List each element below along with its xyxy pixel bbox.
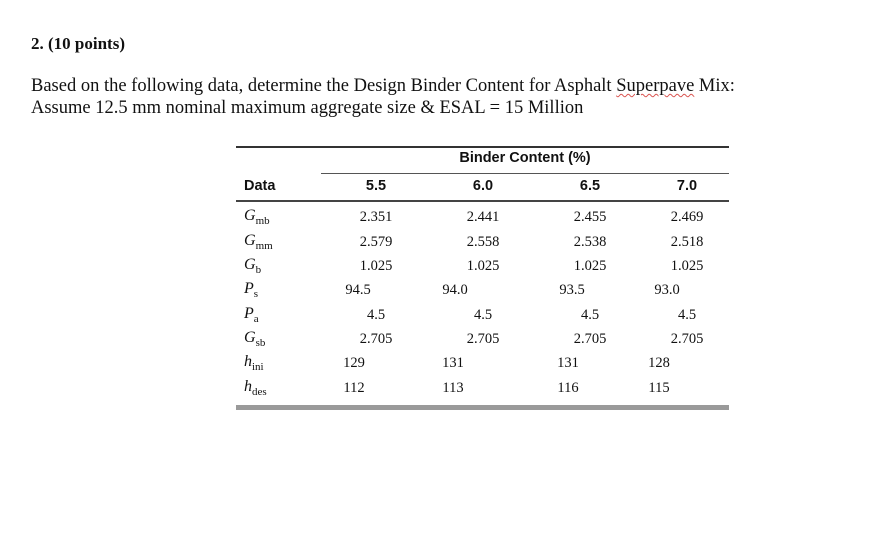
row-symbol: G (244, 329, 256, 346)
table-cell: 113 (442, 380, 464, 396)
binder-column-header: 5.5 (365, 178, 387, 194)
table-cell: 4.5 (366, 307, 386, 323)
row-subscript: s (253, 288, 259, 301)
row-subscript: a (253, 313, 259, 326)
row-subscript: b (255, 264, 262, 277)
table-cell: 131 (442, 355, 464, 371)
table-cell: 94.0 (442, 282, 468, 298)
data-column-header: Data (244, 178, 276, 194)
binder-column-header: 7.0 (676, 178, 698, 194)
table-cell: 1.025 (466, 258, 500, 274)
row-symbol: P (244, 280, 254, 297)
row-label (244, 207, 270, 227)
prompt-line-1-start: Based on the following data, determine the Design Binder Content for Asphalt (31, 76, 617, 96)
row-symbol: h (244, 353, 252, 370)
row-subscript: mm (255, 240, 273, 253)
binder-content-table (236, 146, 729, 412)
table-cell: 112 (343, 380, 365, 396)
table-cell: 116 (557, 380, 579, 396)
row-symbol: G (244, 207, 256, 224)
table-cell: 115 (648, 380, 670, 396)
row-subscript: ini (252, 361, 264, 374)
table-cell: 1.025 (573, 258, 607, 274)
row-symbol: G (244, 232, 256, 249)
row-symbol: G (244, 256, 256, 273)
question-prompt (31, 75, 861, 119)
row-label (244, 256, 261, 276)
table-cell: 2.705 (670, 331, 704, 347)
table-bottom-rule (236, 405, 729, 410)
row-symbol: P (244, 305, 254, 322)
table-cell: 4.5 (677, 307, 697, 323)
row-label (244, 232, 273, 252)
table-cell: 2.469 (670, 209, 704, 225)
table-cell: 4.5 (580, 307, 600, 323)
table-cell: 2.455 (573, 209, 607, 225)
row-label (244, 353, 264, 373)
prompt-line-1 (31, 75, 861, 97)
table-cell: 129 (343, 355, 365, 371)
table-cell: 2.538 (573, 234, 607, 250)
table-cell: 1.025 (359, 258, 393, 274)
row-label (244, 329, 265, 349)
spellcheck-flagged-word: Superpave (616, 76, 695, 96)
table-cell: 93.0 (654, 282, 680, 298)
row-subscript: sb (255, 337, 266, 350)
table-cell: 94.5 (345, 282, 371, 298)
table-cell: 2.351 (359, 209, 393, 225)
row-label (244, 378, 267, 398)
table-cell: 2.705 (573, 331, 607, 347)
table-cell: 128 (648, 355, 670, 371)
table-cell: 2.705 (466, 331, 500, 347)
row-label (244, 305, 259, 325)
row-subscript: des (252, 386, 267, 399)
table-cell: 2.558 (466, 234, 500, 250)
table-cell: 2.518 (670, 234, 704, 250)
table-cell: 93.5 (559, 282, 585, 298)
row-symbol: h (244, 378, 252, 395)
table-top-rule (236, 146, 729, 148)
table-cell: 2.579 (359, 234, 393, 250)
group-header-rule (321, 173, 729, 174)
table-cell: 1.025 (670, 258, 704, 274)
table-cell: 2.705 (359, 331, 393, 347)
question-heading: 2. (10 points) (31, 34, 125, 53)
binder-content-header: Binder Content (%) (459, 150, 591, 166)
binder-column-header: 6.5 (579, 178, 601, 194)
table-cell: 2.441 (466, 209, 500, 225)
binder-column-header: 6.0 (472, 178, 494, 194)
column-header-rule (236, 200, 729, 202)
row-subscript: mb (255, 215, 270, 228)
row-label (244, 280, 258, 300)
prompt-line-1-end: Mix: (694, 76, 735, 96)
table-cell: 131 (557, 355, 579, 371)
prompt-line-2: Assume 12.5 mm nominal maximum aggregate size & ESAL = 15 Million (31, 98, 584, 118)
table-cell: 4.5 (473, 307, 493, 323)
